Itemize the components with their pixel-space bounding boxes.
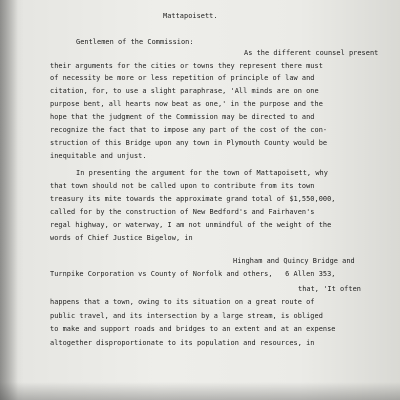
citation-line: Turnpike Corporation vs County of Norfolk and others, 6 Allen 353, — [50, 270, 336, 278]
body-line: citation, for, to use a slight paraphrase, 'All minds are on one — [50, 87, 319, 95]
citation-line: Hingham and Quincy Bridge and — [233, 257, 355, 265]
body-line: As the different counsel present — [244, 49, 379, 57]
scan-shadow-left — [0, 0, 18, 400]
body-line: called for by the construction of New Bedford's and Fairhaven's — [50, 208, 315, 216]
body-line: hope that the judgment of the Commission may be directed to and — [50, 113, 315, 121]
body-line: public travel, and its intersection by a large stream, is obliged — [50, 312, 323, 320]
body-line: their arguments for the cities or towns they represent there must — [50, 62, 323, 70]
salutation: Gentlemen of the Commission: — [76, 38, 194, 46]
document-heading: Mattapoisett. — [163, 12, 218, 20]
body-line: inequitable and unjust. — [50, 152, 147, 160]
body-line: of necessity be more or less repetition of principle of law and — [50, 74, 315, 82]
body-line: that town should not be called upon to contribute from its town — [50, 182, 315, 190]
body-line: struction of this Bridge upon any town in Plymouth County would be — [50, 139, 328, 147]
body-line: recognize the fact that to impose any part of the cost of the con- — [50, 126, 328, 134]
body-line: In presenting the argument for the town of Mattapoisett, why — [76, 169, 328, 177]
body-line: regal highway, or waterway, I am not unmindful of the weight of the — [50, 221, 332, 229]
body-line: that, 'It often — [298, 285, 361, 293]
body-line: to make and support roads and bridges to an extent and at an expense — [50, 325, 336, 333]
body-line: purpose bent, all hearts now beat as one,' in the purpose and the — [50, 100, 323, 108]
body-line: treasury its mite towards the approximate grand total of $1,550,000, — [50, 195, 336, 203]
scan-shadow-bottom — [0, 382, 400, 400]
body-line: altogether disproportionate to its population and resources, in — [50, 339, 315, 347]
body-line: words of Chief Justice Bigelow, in — [50, 234, 193, 242]
body-line: happens that a town, owing to its situation on a great route of — [50, 298, 315, 306]
